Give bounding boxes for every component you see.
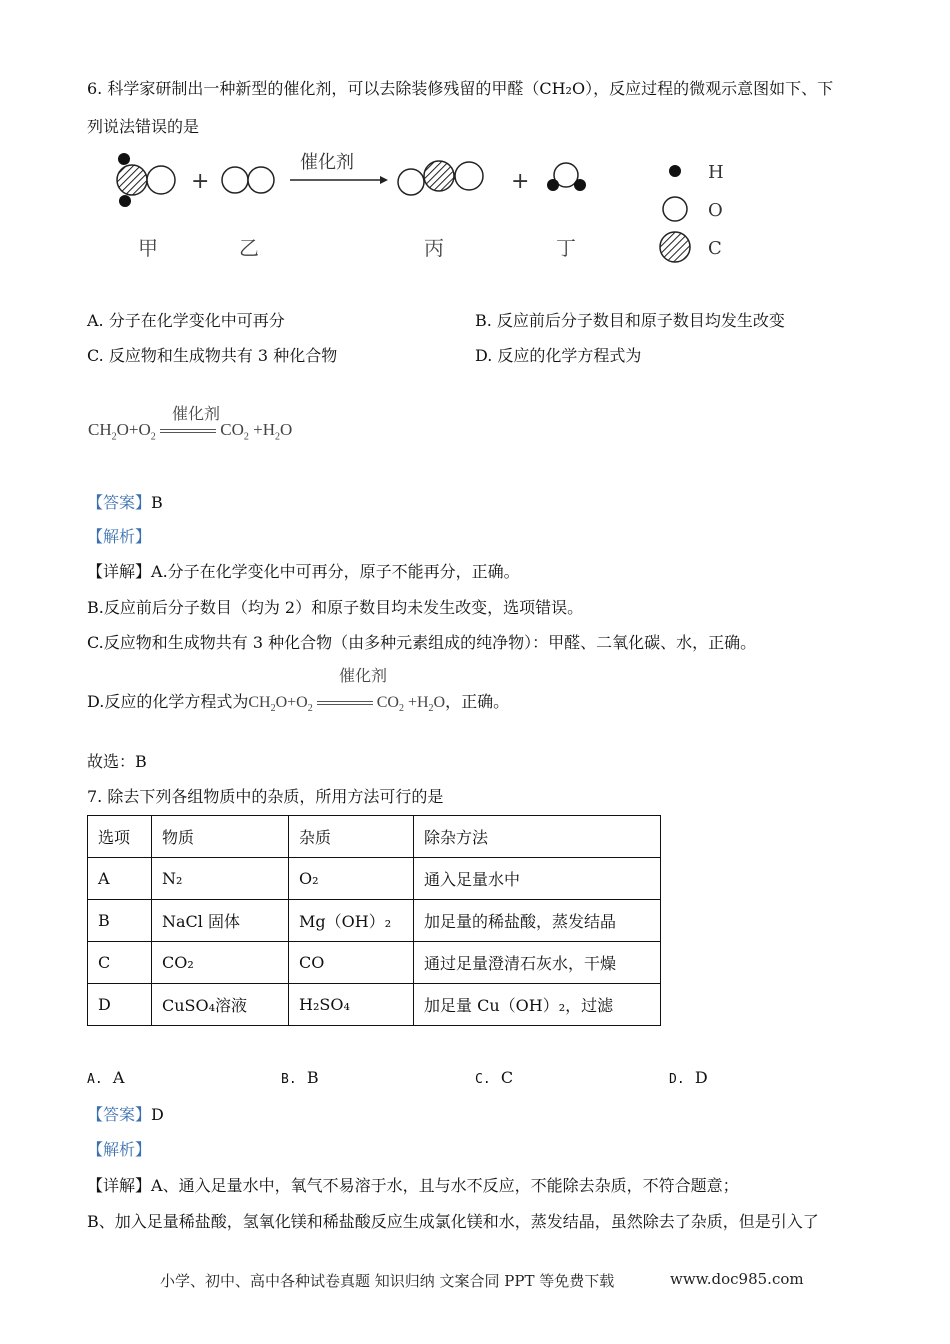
- q7-answer: 【答案】D: [87, 1105, 164, 1124]
- table-cell: Mg（OH）₂: [289, 900, 414, 942]
- footer-text: 小学、初中、高中各种试卷真题 知识归纳 文案合同 PPT 等免费下载: [160, 1272, 615, 1290]
- q6-equation-1-catalyst: 催化剂: [172, 404, 221, 423]
- q6-detail-c: C.反应物和生成物共有 3 种化合物（由多种元素组成的纯净物）：甲醛、二氧化碳、水，正确。: [87, 633, 757, 652]
- q7-choice-c: C. C: [475, 1068, 514, 1087]
- table-cell: A: [88, 858, 152, 900]
- table-cell: 加足量 Cu（OH）₂，过滤: [414, 984, 661, 1026]
- q7-detail-a: 【详解】A、通入足量水中，氧气不易溶于水，且与水不反应，不能除去杂质，不符合题意；: [87, 1176, 739, 1195]
- q7-analysis-label: 【解析】: [87, 1140, 152, 1159]
- table-cell: NaCl 固体: [152, 900, 289, 942]
- q6-stem-line1: 6. 科学家研制出一种新型的催化剂，可以去除装修残留的甲醛（CH₂O），反应过程的微观示意图如下、下: [87, 79, 834, 98]
- q6-option-d: D. 反应的化学方程式为: [475, 346, 642, 365]
- table-cell: D: [88, 984, 152, 1026]
- table-row: [88, 942, 661, 984]
- header-cell: 选项: [88, 816, 152, 858]
- q6-option-c: C. 反应物和生成物共有 3 种化合物: [87, 346, 338, 365]
- label-jia: 甲: [138, 236, 158, 260]
- header-cell: 物质: [152, 816, 289, 858]
- molecule-water: [547, 163, 586, 191]
- q6-option-a: A. 分子在化学变化中可再分: [87, 311, 285, 330]
- label-bing: 丙: [424, 236, 444, 260]
- table-row: [88, 858, 661, 900]
- q6-detail-d: D.反应的化学方程式为$CH_2O+O_2$ $CO_2 +H_2O$，正确。: [87, 692, 510, 715]
- table-cell: B: [88, 900, 152, 942]
- header-cell: 杂质: [289, 816, 414, 858]
- header-cell: 除杂方法: [414, 816, 661, 858]
- legend-h: H: [708, 162, 724, 183]
- label-ding: 丁: [556, 236, 576, 260]
- legend: [660, 162, 724, 262]
- q6-stem-line2: 列说法错误的是: [87, 117, 200, 136]
- q6-equation-2-catalyst: 催化剂: [339, 666, 388, 685]
- q7-options-table: [87, 815, 661, 1026]
- q7-detail-b: B、加入足量稀盐酸，氢氧化镁和稀盐酸反应生成氯化镁和水，蒸发结晶，虽然除去了杂质，但是引入了: [87, 1212, 819, 1231]
- table-cell: CO: [289, 942, 414, 984]
- reaction-micro-diagram: [108, 148, 748, 268]
- q6-conclusion: 故选：B: [87, 752, 147, 771]
- q7-stem: 7. 除去下列各组物质中的杂质，所用方法可行的是: [87, 787, 444, 806]
- q7-choice-b: B. B: [281, 1068, 319, 1087]
- molecule-formaldehyde: [117, 153, 175, 207]
- table-cell: 加足量的稀盐酸，蒸发结晶: [414, 900, 661, 942]
- q6-answer: 【答案】B: [87, 493, 163, 512]
- legend-o: O: [708, 200, 723, 221]
- table-cell: C: [88, 942, 152, 984]
- svg-text:+: +: [511, 169, 530, 194]
- q6-detail-b: B.反应前后分子数目（均为 2）和原子数目均未发生改变，选项错误。: [87, 598, 584, 617]
- table-row: [88, 984, 661, 1026]
- q7-choice-d: D. D: [669, 1068, 708, 1087]
- table-cell: CuSO₄溶液: [152, 984, 289, 1026]
- legend-c: C: [708, 238, 722, 259]
- catalyst-label: 催化剂: [300, 152, 354, 173]
- table-cell: CO₂: [152, 942, 289, 984]
- q6-detail-a: 【详解】A.分子在化学变化中可再分，原子不能再分，正确。: [87, 562, 520, 581]
- table-header-row: [88, 816, 661, 858]
- svg-text:+: +: [191, 169, 210, 194]
- q6-analysis-label: 【解析】: [87, 527, 152, 546]
- q7-choice-a: A. A: [87, 1068, 125, 1087]
- table-row: [88, 900, 661, 942]
- molecule-oxygen: [222, 167, 274, 193]
- molecule-carbon-dioxide: [398, 161, 483, 195]
- q6-option-b: B. 反应前后分子数目和原子数目均发生改变: [475, 311, 785, 330]
- table-cell: 通入足量水中: [414, 858, 661, 900]
- table-cell: N₂: [152, 858, 289, 900]
- table-cell: 通过足量澄清石灰水，干燥: [414, 942, 661, 984]
- q6-equation-1: $CH_2O+O_2$ $CO_2 +H_2O$: [88, 420, 293, 443]
- label-yi: 乙: [239, 236, 259, 260]
- footer-url[interactable]: www.doc985.com: [670, 1270, 804, 1288]
- table-cell: O₂: [289, 858, 414, 900]
- table-cell: H₂SO₄: [289, 984, 414, 1026]
